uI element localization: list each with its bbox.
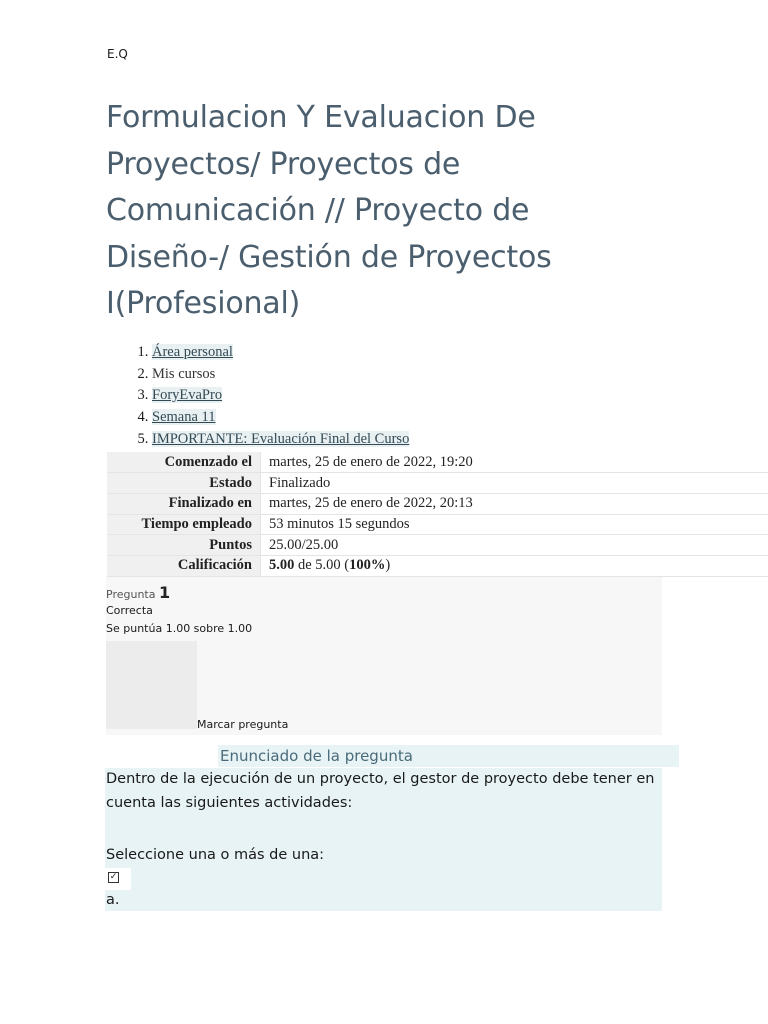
grade-close: ) bbox=[385, 557, 391, 574]
grade-value bbox=[261, 555, 768, 576]
state-label: Estado bbox=[107, 473, 261, 494]
finished-value: martes, 25 de enero de 2022, 20:13 bbox=[261, 493, 768, 514]
question-label: Pregunta bbox=[106, 588, 159, 601]
time-label: Tiempo empleado bbox=[107, 514, 261, 535]
breadcrumb-item-week[interactable]: Semana 11 bbox=[152, 409, 216, 426]
finished-label: Finalizado en bbox=[107, 493, 261, 514]
breadcrumb bbox=[107, 342, 409, 451]
grade-label: Calificación bbox=[107, 555, 261, 576]
breadcrumb-item-quiz[interactable]: IMPORTANTE: Evaluación Final del Curso bbox=[152, 430, 410, 447]
breadcrumb-item-mis-cursos: Mis cursos bbox=[152, 365, 216, 382]
table-row bbox=[107, 555, 768, 576]
points-label: Puntos bbox=[107, 535, 261, 556]
option-letter: a. bbox=[106, 892, 120, 908]
question-number bbox=[106, 583, 170, 602]
question-state: Correcta bbox=[106, 604, 153, 617]
grade-of: de 5.00 ( bbox=[294, 557, 350, 574]
answer-checkbox[interactable]: ✓ bbox=[109, 872, 118, 882]
grade-percent: 100% bbox=[349, 557, 386, 574]
question-grade: Se puntúa 1.00 sobre 1.00 bbox=[106, 622, 253, 635]
time-value: 53 minutos 15 segundos bbox=[261, 514, 768, 535]
points-value: 25.00/25.00 bbox=[261, 535, 768, 556]
table-row bbox=[107, 473, 768, 494]
checkbox-wrapper bbox=[105, 868, 131, 890]
flag-area bbox=[106, 641, 197, 729]
state-value: Finalizado bbox=[261, 473, 768, 494]
breadcrumb-item-course[interactable]: ForyEvaPro bbox=[152, 387, 223, 404]
started-label: Comenzado el bbox=[107, 452, 261, 473]
question-text-heading: Enunciado de la pregunta bbox=[218, 745, 679, 767]
page-title: Formulacion Y Evaluacion De Proyectos/ Proyectos de Comunicación // Proyecto de Diseño-/ Gestión de Proyectos I(Profesional) bbox=[106, 100, 552, 321]
flag-question-link[interactable]: Marcar pregunta bbox=[197, 718, 289, 731]
grade-score: 5.00 bbox=[269, 557, 295, 574]
attempt-summary-table bbox=[107, 452, 768, 577]
question-number-value: 1 bbox=[158, 583, 171, 602]
breadcrumb-item-area-personal[interactable]: Área personal bbox=[152, 344, 233, 360]
table-row bbox=[107, 493, 768, 514]
question-info-panel bbox=[106, 577, 662, 735]
answer-prompt: Seleccione una o más de una: bbox=[106, 847, 325, 863]
question-text: Dentro de la ejecución de un proyecto, el gestor de proyecto debe tener en cuenta las siguientes actividades: bbox=[106, 771, 655, 811]
started-value: martes, 25 de enero de 2022, 19:20 bbox=[261, 452, 768, 473]
author-initials: E.Q bbox=[107, 47, 128, 61]
table-row bbox=[107, 535, 768, 556]
table-row bbox=[107, 514, 768, 535]
question-content bbox=[105, 768, 662, 911]
table-row bbox=[107, 452, 768, 473]
